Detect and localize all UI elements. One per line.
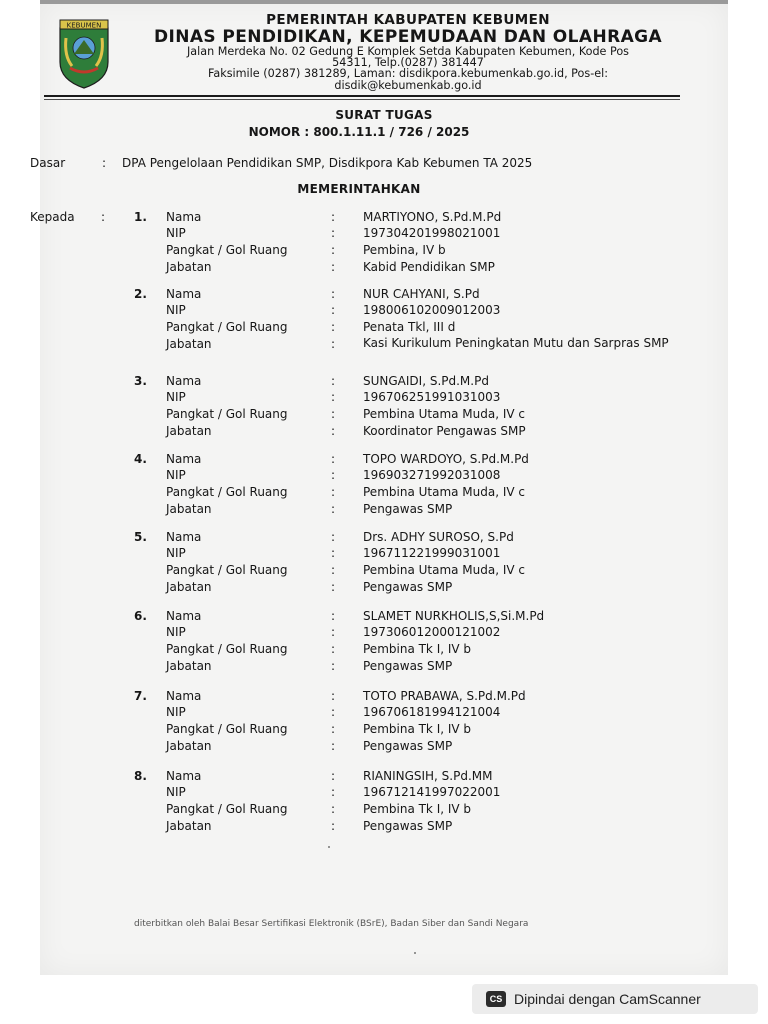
member-jabatan: Pengawas SMP	[363, 739, 453, 753]
field-colon: :	[331, 502, 336, 516]
field-label-pangkat: Pangkat / Gol Ruang	[166, 320, 288, 334]
member-number: 3.	[134, 374, 147, 388]
header-phone: 54311, Telp.(0287) 381447	[332, 56, 484, 69]
member-pangkat: Pembina Tk I, IV b	[363, 802, 472, 816]
kebumen-crest-logo	[56, 18, 112, 90]
field-label-nama: Nama	[166, 287, 202, 301]
camscanner-text: Dipindai dengan CamScanner	[514, 991, 701, 1007]
field-colon: :	[331, 390, 336, 404]
field-colon: :	[331, 226, 336, 240]
command-heading: MEMERINTAHKAN	[297, 182, 421, 196]
member-nama: TOPO WARDOYO, S.Pd.M.Pd	[363, 452, 529, 466]
field-label-pangkat: Pangkat / Gol Ruang	[166, 563, 288, 577]
field-colon: :	[331, 468, 336, 482]
scan-speck	[414, 952, 416, 954]
field-label-jabatan: Jabatan	[166, 659, 212, 673]
member-nip: 196706181994121004	[363, 705, 501, 719]
member-jabatan: Kasi Kurikulum Peningkatan Mutu dan Sarpras SMP	[363, 336, 669, 350]
camscanner-badge	[472, 984, 758, 1014]
field-label-nip: NIP	[166, 705, 186, 719]
member-number: 7.	[134, 689, 147, 703]
member-jabatan: Koordinator Pengawas SMP	[363, 424, 526, 438]
member-jabatan: Pengawas SMP	[363, 502, 453, 516]
field-colon: :	[331, 625, 336, 639]
field-label-nip: NIP	[166, 303, 186, 317]
field-colon: :	[331, 374, 336, 388]
field-label-pangkat: Pangkat / Gol Ruang	[166, 642, 288, 656]
member-pangkat: Pembina Tk I, IV b	[363, 642, 472, 656]
field-colon: :	[331, 769, 336, 783]
field-label-nama: Nama	[166, 210, 202, 224]
member-number: 8.	[134, 769, 147, 783]
field-colon: :	[331, 739, 336, 753]
field-colon: :	[331, 563, 336, 577]
field-colon: :	[331, 819, 336, 833]
member-jabatan: Pengawas SMP	[363, 659, 453, 673]
field-label-nip: NIP	[166, 625, 186, 639]
field-colon: :	[331, 210, 336, 224]
member-nip: 198006102009012003	[363, 303, 501, 317]
member-pangkat: Pembina Tk I, IV b	[363, 722, 472, 736]
member-pangkat: Penata Tkl, III d	[363, 320, 456, 334]
field-label-pangkat: Pangkat / Gol Ruang	[166, 485, 288, 499]
field-colon: :	[331, 802, 336, 816]
member-entry	[0, 689, 768, 759]
field-colon: :	[331, 642, 336, 656]
member-jabatan: Pengawas SMP	[363, 580, 453, 594]
field-label-nama: Nama	[166, 769, 202, 783]
header-email: disdik@kebumenkab.go.id	[334, 79, 482, 92]
dasar-colon: :	[102, 156, 107, 170]
document-number: NOMOR : 800.1.11.1 / 726 / 2025	[248, 125, 470, 139]
member-number: 2.	[134, 287, 147, 301]
field-label-nama: Nama	[166, 530, 202, 544]
member-pangkat: Pembina Utama Muda, IV c	[363, 563, 526, 577]
field-colon: :	[331, 609, 336, 623]
field-label-jabatan: Jabatan	[166, 502, 212, 516]
field-label-jabatan: Jabatan	[166, 739, 212, 753]
field-label-pangkat: Pangkat / Gol Ruang	[166, 407, 288, 421]
member-entry	[0, 609, 768, 679]
member-jabatan: Kabid Pendidikan SMP	[363, 260, 495, 274]
member-nip: 197306012000121002	[363, 625, 501, 639]
field-colon: :	[331, 337, 336, 351]
member-entry	[0, 769, 768, 839]
dasar-text: DPA Pengelolaan Pendidikan SMP, Disdikpora Kab Kebumen TA 2025	[122, 156, 533, 170]
member-nama: MARTIYONO, S.Pd.M.Pd	[363, 210, 502, 224]
field-colon: :	[331, 407, 336, 421]
field-colon: :	[331, 705, 336, 719]
member-nama: SLAMET NURKHOLIS,S,Si.M.Pd	[363, 609, 545, 623]
field-colon: :	[331, 689, 336, 703]
member-nama: SUNGAIDI, S.Pd.M.Pd	[363, 374, 489, 388]
field-label-jabatan: Jabatan	[166, 337, 212, 351]
field-colon: :	[331, 546, 336, 560]
member-nip: 196712141997022001	[363, 785, 501, 799]
member-pangkat: Pembina Utama Muda, IV c	[363, 407, 526, 421]
member-nama: Drs. ADHY SUROSO, S.Pd	[363, 530, 514, 544]
field-label-nip: NIP	[166, 390, 186, 404]
field-colon: :	[331, 260, 336, 274]
field-colon: :	[331, 580, 336, 594]
member-nip: 196711221999031001	[363, 546, 501, 560]
field-colon: :	[331, 530, 336, 544]
field-colon: :	[331, 485, 336, 499]
field-label-pangkat: Pangkat / Gol Ruang	[166, 722, 288, 736]
field-colon: :	[331, 243, 336, 257]
header-department: DINAS PENDIDIKAN, KEPEMUDAAN DAN OLAHRAGA	[153, 27, 663, 47]
member-nip: 196706251991031003	[363, 390, 501, 404]
member-entry	[0, 452, 768, 522]
member-number: 5.	[134, 530, 147, 544]
field-colon: :	[331, 785, 336, 799]
member-number: 6.	[134, 609, 147, 623]
field-label-jabatan: Jabatan	[166, 580, 212, 594]
member-entry	[0, 287, 768, 357]
member-jabatan: Pengawas SMP	[363, 819, 453, 833]
header-government: PEMERINTAH KABUPATEN KEBUMEN	[266, 12, 550, 28]
field-label-nama: Nama	[166, 452, 202, 466]
member-entry	[0, 530, 768, 600]
header-fax-web: Faksimile (0287) 381289, Laman: disdikpora.kebumenkab.go.id, Pos-el:	[207, 67, 609, 80]
field-colon: :	[331, 452, 336, 466]
member-nip: 196903271992031008	[363, 468, 501, 482]
header-rule-thick	[44, 95, 680, 97]
field-label-jabatan: Jabatan	[166, 260, 212, 274]
kepada-colon: :	[101, 210, 106, 224]
dasar-label: Dasar	[30, 156, 66, 170]
page-top-edge	[40, 0, 728, 4]
logo-text: KEBUMEN	[66, 21, 102, 30]
member-number: 4.	[134, 452, 147, 466]
field-label-nama: Nama	[166, 609, 202, 623]
field-colon: :	[331, 722, 336, 736]
field-label-nama: Nama	[166, 689, 202, 703]
member-nama: RIANINGSIH, S.Pd.MM	[363, 769, 493, 783]
member-number: 1.	[134, 210, 147, 224]
field-label-nip: NIP	[166, 546, 186, 560]
document-title: SURAT TUGAS	[335, 108, 433, 122]
scan-speck	[328, 846, 330, 848]
field-label-nama: Nama	[166, 374, 202, 388]
bsre-footer-note: diterbitkan oleh Balai Besar Sertifikasi Elektronik (BSrE), Badan Siber dan Sandi Negara	[134, 919, 529, 929]
member-entry	[0, 374, 768, 444]
member-pangkat: Pembina Utama Muda, IV c	[363, 485, 526, 499]
field-label-pangkat: Pangkat / Gol Ruang	[166, 243, 288, 257]
field-label-nip: NIP	[166, 468, 186, 482]
member-pangkat: Pembina, IV b	[363, 243, 446, 257]
field-label-jabatan: Jabatan	[166, 424, 212, 438]
field-label-nip: NIP	[166, 785, 186, 799]
member-nip: 197304201998021001	[363, 226, 501, 240]
field-colon: :	[331, 424, 336, 438]
member-nama: NUR CAHYANI, S.Pd	[363, 287, 480, 301]
field-colon: :	[331, 303, 336, 317]
field-label-nip: NIP	[166, 226, 186, 240]
field-colon: :	[331, 659, 336, 673]
member-entry	[0, 210, 768, 280]
camscanner-icon: CS	[486, 991, 506, 1007]
header-rule-thin	[44, 99, 680, 100]
field-colon: :	[331, 320, 336, 334]
member-nama: TOTO PRABAWA, S.Pd.M.Pd	[363, 689, 526, 703]
field-label-pangkat: Pangkat / Gol Ruang	[166, 802, 288, 816]
field-label-jabatan: Jabatan	[166, 819, 212, 833]
field-colon: :	[331, 287, 336, 301]
header-address: Jalan Merdeka No. 02 Gedung E Komplek Setda Kabupaten Kebumen, Kode Pos	[186, 45, 630, 58]
kepada-label: Kepada	[30, 210, 75, 224]
